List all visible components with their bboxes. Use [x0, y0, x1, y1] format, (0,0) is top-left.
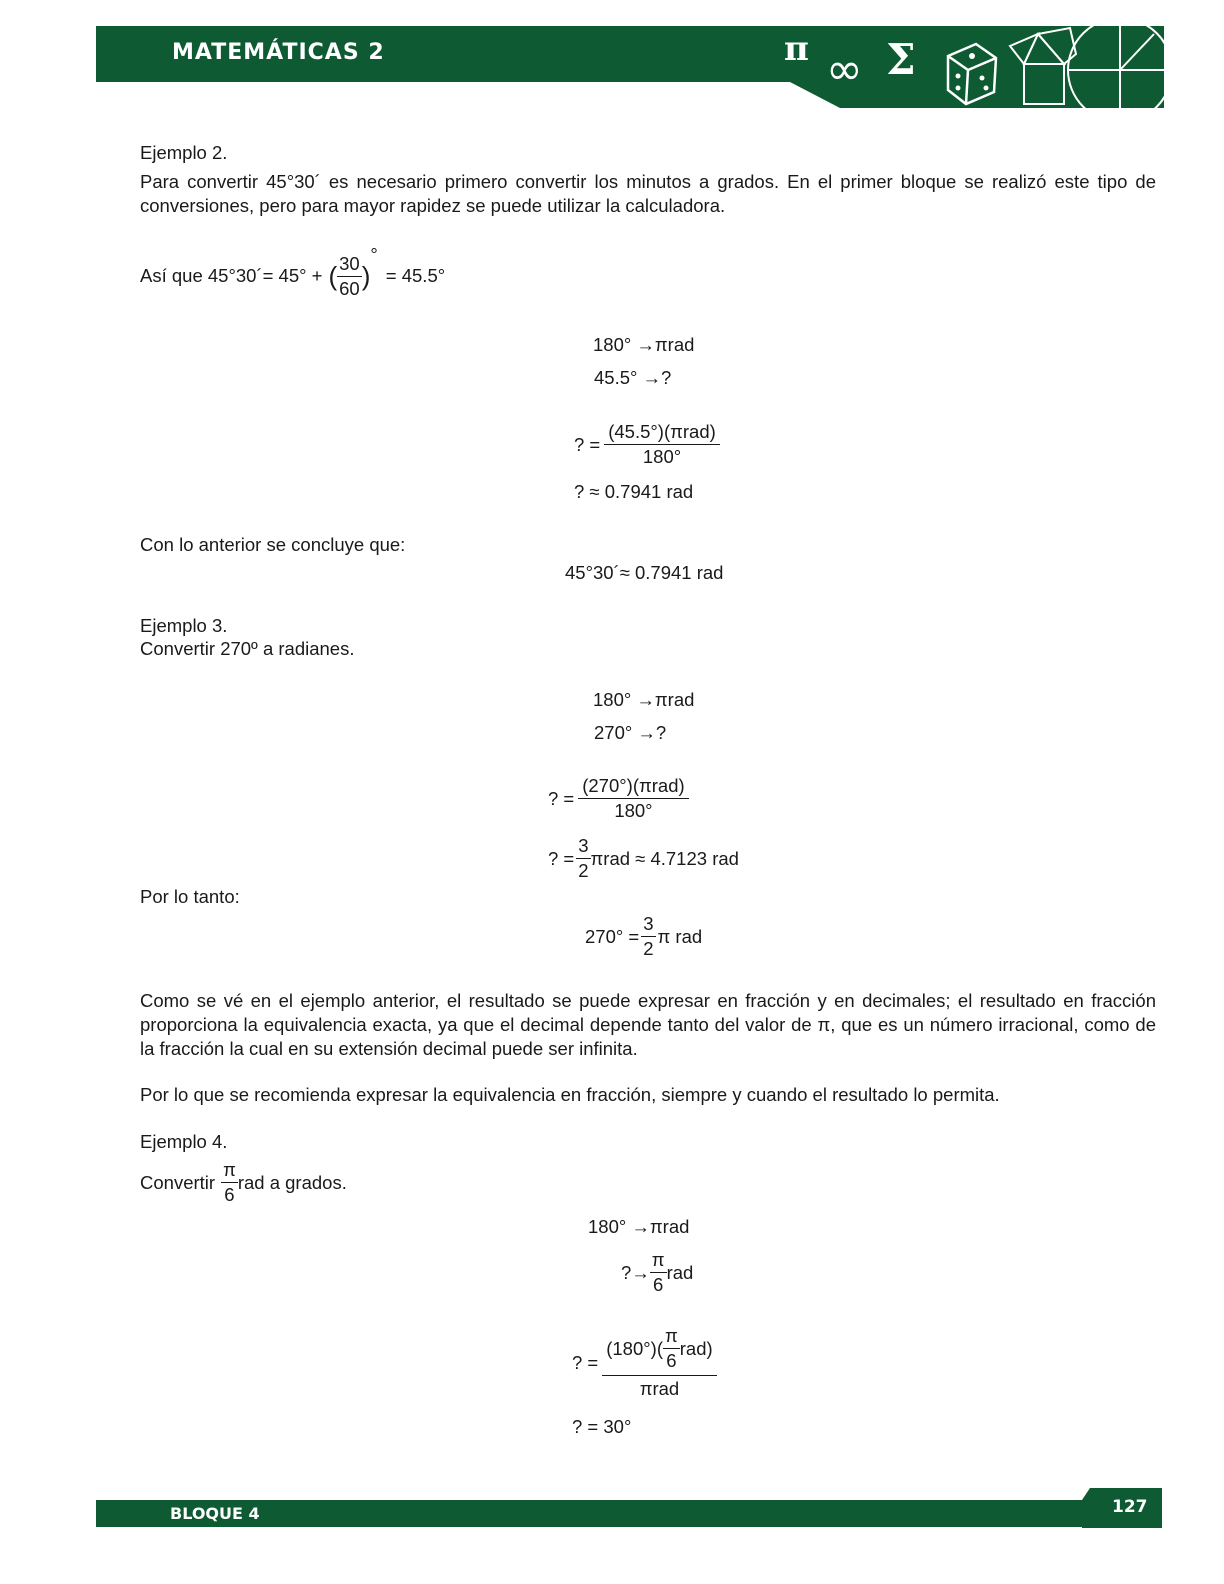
svg-text:π: π	[784, 29, 809, 69]
equation-fraction	[602, 1324, 716, 1402]
statement-suffix: rad a grados.	[237, 1171, 347, 1193]
example-2-paragraph: Para convertir 45°30´ es necesario primero convertir los minutos a grados. En el primer bloque se realizó este tipo de conversiones, pero para mayor rapidez se puede utilizar la calculadora.	[140, 171, 1156, 216]
example-4-proportion-line-1: 180° →πrad	[588, 1216, 690, 1237]
page-number: 127	[1112, 1497, 1148, 1517]
statement-prefix: Convertir	[140, 1171, 216, 1193]
fraction-numerator	[602, 1324, 716, 1376]
equation-fraction	[578, 774, 688, 823]
inner-numerator: π	[663, 1324, 680, 1349]
example-2-result: ? ≈ 0.7941 rad	[574, 481, 694, 502]
fraction-denominator: 180°	[614, 800, 653, 821]
example-3-recommendation: Por lo que se recomienda expresar la equivalencia en fracción, siempre y cuando el resultado lo permita.	[140, 1084, 1000, 1105]
svg-text:∞: ∞	[826, 44, 863, 95]
fraction-denominator: 2	[643, 938, 654, 959]
example-3-proportion-line-2: 270° →?	[594, 722, 667, 743]
example-3-statement: Convertir 270º a radianes.	[140, 638, 355, 659]
fraction-denominator: 2	[578, 860, 589, 881]
example-3-proportion-line-1: 180° →πrad	[593, 689, 695, 710]
fraction-denominator: πrad	[639, 1378, 680, 1399]
example-2-title: Ejemplo 2.	[140, 142, 228, 163]
math-symbols-illustration	[770, 26, 1164, 108]
example-3-title: Ejemplo 3.	[140, 615, 228, 636]
fraction-denominator: 6	[653, 1274, 664, 1295]
statement-fraction	[221, 1158, 238, 1207]
final-lhs: 270° =	[585, 925, 640, 947]
example-3-therefore: Por lo tanto:	[140, 886, 240, 907]
example-2-minutes-conversion: Así que 45°30´= 45° + ( $\frac{30}{60}$ ) ° = 45.5°	[140, 244, 446, 299]
fraction-numerator: 3	[641, 912, 655, 937]
fraction-denominator: 180°	[642, 446, 682, 467]
svg-text:Σ: Σ	[886, 35, 916, 84]
line-fraction	[650, 1248, 667, 1297]
fraction-numerator: π	[650, 1248, 667, 1273]
example-2-proportion-line-2: 45.5° →?	[594, 367, 672, 388]
equation-lhs: ? =	[572, 1352, 599, 1373]
footer-block-label: BLOQUE 4	[170, 1504, 260, 1523]
fraction-numerator: 30	[337, 252, 362, 277]
degree-mark: °	[370, 244, 378, 265]
equation-lhs: ? =	[574, 433, 601, 455]
line-prefix: ?→	[621, 1261, 650, 1283]
example-3-result	[548, 834, 739, 883]
example-2-equation	[574, 420, 720, 469]
fraction-numerator: (270°)(πrad)	[578, 774, 688, 799]
example-4-statement	[140, 1158, 347, 1207]
equation-fraction	[604, 420, 720, 469]
final-rhs: π rad	[657, 925, 703, 947]
fraction-denominator: 6	[224, 1184, 235, 1205]
fraction-numerator: 3	[576, 834, 590, 859]
example-2-conclusion: 45°30´≈ 0.7941 rad	[565, 562, 724, 583]
example-4-result: ? = 30°	[572, 1416, 632, 1437]
fraction-denominator: 60	[339, 277, 360, 299]
example-3-final-equivalence	[585, 912, 702, 961]
inner-denominator: 6	[666, 1350, 677, 1371]
fraction-numerator: π	[221, 1158, 238, 1183]
inner-fraction	[663, 1324, 680, 1373]
fraction-numerator: (45.5°)(πrad)	[604, 420, 720, 445]
result-lhs: ? =	[548, 847, 575, 869]
numerator-open: (180°)(	[606, 1337, 663, 1359]
example-4-title: Ejemplo 4.	[140, 1131, 228, 1152]
example-2-proportion-line-1: 180° →πrad	[593, 334, 695, 355]
result-fraction	[576, 834, 590, 883]
example-3-explanation: Como se vé en el ejemplo anterior, el resultado se puede expresar en fracción y en decimales; el resultado en fracción proporciona la equivalencia exacta, ya que el decimal depende tanto del valor de π, que es un número irracional, como de la fracción la cual en su extensión decimal puede ser infinita.	[140, 990, 1156, 1059]
example-3-equation	[548, 774, 689, 823]
conversion-result: = 45.5°	[385, 265, 446, 286]
minutes-fraction	[337, 252, 362, 301]
result-rhs: πrad ≈ 4.7123 rad	[590, 847, 739, 869]
conversion-prefix: Así que 45°30´= 45° +	[140, 265, 323, 286]
numerator-close: rad)	[679, 1337, 713, 1359]
example-4-proportion-line-2	[621, 1248, 693, 1297]
page-header-title: MATEMÁTICAS 2	[172, 40, 385, 65]
example-2-conclusion-intro: Con lo anterior se concluye que:	[140, 534, 406, 555]
example-4-equation	[572, 1324, 717, 1402]
line-suffix: rad	[666, 1261, 694, 1283]
equation-lhs: ? =	[548, 787, 575, 809]
final-fraction	[641, 912, 655, 961]
